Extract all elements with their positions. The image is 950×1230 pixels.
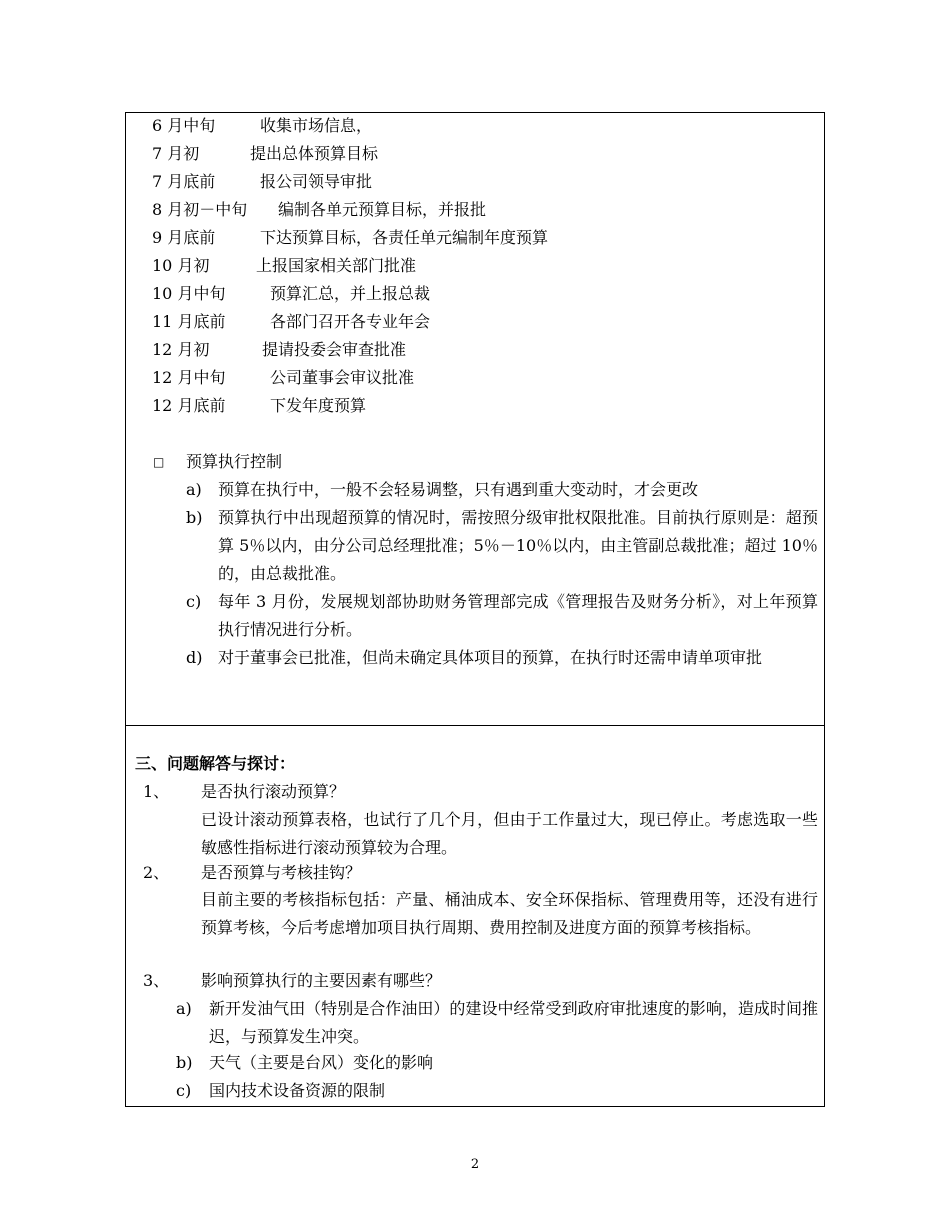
- schedule-task: 下达预算目标，各责任单元编制年度预算: [260, 228, 549, 247]
- answer-text: 目前主要的考核指标包括：产量、桶油成本、安全环保指标、管理费用等，还没有进行预算考核，今后考虑增加项目执行周期、费用控制及进度方面的预算考核指标。: [201, 890, 818, 937]
- schedule-task: 提出总体预算目标: [250, 144, 379, 163]
- schedule-date: 12 月初: [152, 340, 210, 359]
- schedule-date: 7 月初: [152, 144, 200, 163]
- schedule-date: 7 月底前: [152, 172, 216, 191]
- page-number: 2: [470, 1157, 480, 1172]
- square-bullet-icon: □: [153, 455, 165, 469]
- schedule-date: 11 月底前: [152, 312, 226, 331]
- control-item-text: 每年 3 月份，发展规划部协助财务管理部完成《管理报告及财务分析》，对上年预算执行情况进行分析。: [218, 592, 818, 639]
- control-heading: 预算执行控制: [186, 452, 283, 471]
- schedule-task: 预算汇总，并上报总裁: [270, 284, 431, 303]
- factor-text: 国内技术设备资源的限制: [209, 1081, 386, 1100]
- item-label: d): [186, 648, 203, 667]
- item-label: b): [176, 1053, 193, 1072]
- question-text: 是否预算与考核挂钩？: [201, 863, 362, 882]
- schedule-task: 上报国家相关部门批准: [256, 256, 417, 275]
- item-label: c): [176, 1081, 192, 1100]
- control-item-text: 对于董事会已批准，但尚未确定具体项目的预算，在执行时还需申请单项审批: [218, 648, 763, 667]
- factor-text: 新开发油气田（特别是合作油田）的建设中经常受到政府审批速度的影响，造成时间推迟，与预算发生冲突。: [209, 999, 818, 1046]
- qa-heading: 三、问题解答与探讨：: [135, 754, 296, 773]
- schedule-task: 下发年度预算: [270, 396, 367, 415]
- schedule-task: 收集市场信息，: [260, 116, 373, 135]
- question-text: 影响预算执行的主要因素有哪些？: [201, 971, 442, 990]
- schedule-date: 8 月初－中旬: [152, 200, 248, 219]
- factor-text: 天气（主要是台风）变化的影响: [209, 1053, 434, 1072]
- schedule-task: 编制各单元预算目标，并报批: [278, 200, 487, 219]
- schedule-date: 10 月中旬: [152, 284, 226, 303]
- schedule-date: 12 月中旬: [152, 368, 226, 387]
- item-label: c): [186, 592, 202, 611]
- schedule-task: 各部门召开各专业年会: [270, 312, 431, 331]
- control-item-text: 预算在执行中，一般不会轻易调整，只有遇到重大变动时，才会更改: [218, 480, 699, 499]
- question-number: 2、: [143, 863, 170, 882]
- schedule-task: 报公司领导审批: [260, 172, 373, 191]
- schedule-task: 公司董事会审议批准: [270, 368, 415, 387]
- control-item-text: 预算执行中出现超预算的情况时，需按照分级审批权限批准。目前执行原则是：超预算 5％以内，由分公司总经理批准；5％－10％以内，由主管副总裁批准；超过 10％的，由总裁批准。: [218, 508, 818, 583]
- question-number: 1、: [143, 782, 170, 801]
- question-text: 是否执行滚动预算？: [201, 782, 346, 801]
- item-label: b): [186, 508, 203, 527]
- schedule-date: 10 月初: [152, 256, 210, 275]
- question-number: 3、: [143, 971, 170, 990]
- schedule-date: 12 月底前: [152, 396, 226, 415]
- answer-text: 已设计滚动预算表格，也试行了几个月，但由于工作量过大，现已停止。考虑选取一些敏感性指标进行滚动预算较为合理。: [201, 810, 818, 857]
- schedule-date: 6 月中旬: [152, 116, 216, 135]
- item-label: a): [176, 999, 192, 1018]
- schedule-date: 9 月底前: [152, 228, 216, 247]
- schedule-task: 提请投委会审查批准: [262, 340, 407, 359]
- item-label: a): [186, 480, 202, 499]
